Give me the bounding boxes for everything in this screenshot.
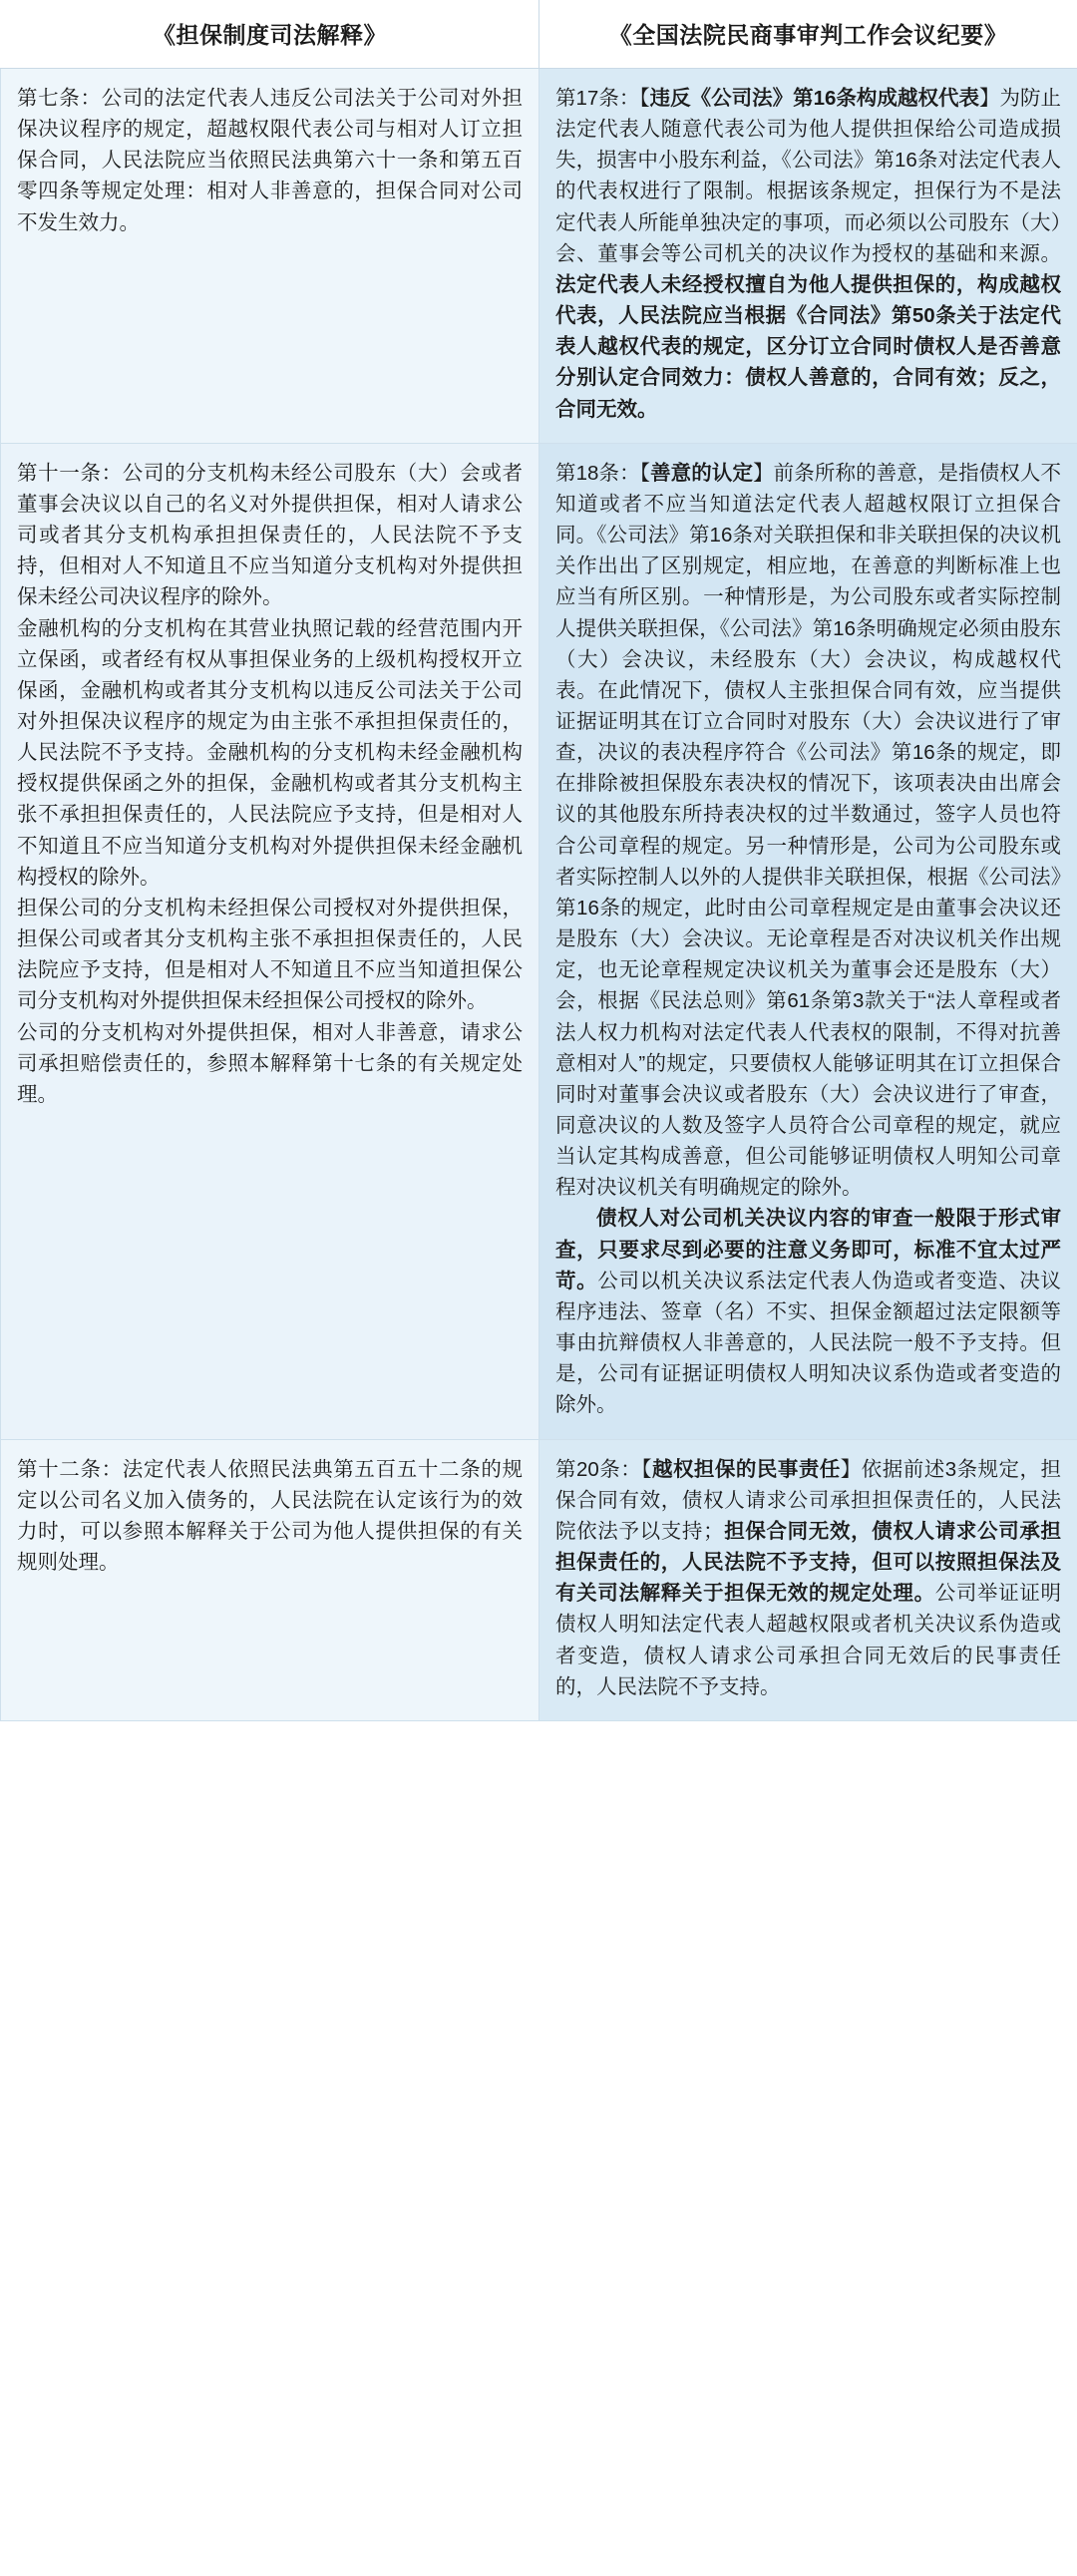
left-cell [1, 69, 539, 444]
body-text: 】为防止法定代表人随意代表公司为他人提供担保给公司造成损失，损害中小股东利益，《公司法》第16条对法定代表人的代表权进行了限制。根据该条规定，担保行为不是法定代表人所能单独决定的事项，而必须以公司股东（大）会、董事会等公司机关的决议作为授权的基础和来源。 [555, 87, 1061, 265]
body-text: 担保公司的分支机构未经担保公司授权对外提供担保，担保公司或者其分支机构主张不承担担保责任的，人民法院应予支持，但是相对人不知道且不应当知道担保公司分支机构对外提供担保未经担保公司授权的除外。 [17, 896, 523, 1013]
body-text: 第七条：公司的法定代表人违反公司法关于公司对外担保决议程序的规定，超越权限代表公司与相对人订立担保合同，人民法院应当依照民法典第六十一条和第五百零四条等规定处理：相对人非善意的，担保合同对公司不发生效力。 [17, 87, 523, 234]
emphasis-text: 善意的认定 [650, 461, 754, 485]
paragraph [17, 458, 523, 613]
paragraph [555, 83, 1061, 425]
left-cell [1, 443, 539, 1439]
emphasis-text: 违反《公司法》第16条构成越权代表 [649, 87, 979, 110]
emphasis-text: 担保合同无效，债权人请求公司承担担保责任的，人民法院不予支持，但可以按照担保法及有关司法解释关于担保无效的规定处理。 [555, 1519, 1062, 1606]
body-text: 第17条：【 [555, 87, 650, 110]
right-cell [539, 443, 1077, 1439]
paragraph [555, 1203, 1061, 1420]
paragraph [17, 613, 523, 893]
body-text: 第十一条：公司的分支机构未经公司股东（大）会或者董事会决议以自己的名义对外提供担保，相对人请求公司或者其分支机构承担担保责任的，人民法院不予支持，但相对人不知道且不应当知道分支机构对外提供担保未经公司决议程序的除外。 [17, 461, 523, 609]
right-cell [539, 1439, 1077, 1720]
table-row [1, 69, 1077, 444]
table-body [1, 69, 1077, 1721]
left-cell [1, 1439, 539, 1720]
body-text: 第十二条：法定代表人依照民法典第五百五十二条的规定以公司名义加入债务的，人民法院在认定该行为的效力时，可以参照本解释关于公司为他人提供担保的有关规则处理。 [17, 1457, 523, 1575]
body-text: 】依据前述3条规定，担保合同有效，债权人请求公司承担担保责任的，人民法院依法予以支持； [555, 1457, 1062, 1543]
paragraph [17, 83, 523, 238]
emphasis-text: 法定代表人未经授权擅自为他人提供担保的，构成越权代表，人民法院应当根据《合同法》第50条关于法定代表人越权代表的规定，区分订立合同时债权人是否善意分别认定合同效力：债权人善意的，合同有效；反之，合同无效。 [555, 272, 1061, 421]
column-header-left: 《担保制度司法解释》 [1, 1, 539, 69]
emphasis-text: 越权担保的民事责任 [651, 1457, 841, 1481]
body-text: 公司举证证明债权人明知法定代表人超越权限或者机关决议系伪造或者变造，债权人请求公司承担合同无效后的民事责任的，人民法院不予支持。 [555, 1582, 1062, 1698]
paragraph [555, 1454, 1061, 1702]
right-cell [539, 69, 1077, 444]
body-text: 第18条：【 [555, 461, 651, 485]
paragraph [17, 1017, 523, 1110]
paragraph [17, 893, 523, 1017]
table-header-row [1, 1, 1077, 69]
paragraph [555, 458, 1061, 1204]
body-text: 公司的分支机构对外提供担保，相对人非善意，请求公司承担赔偿责任的，参照本解释第十七条的有关规定处理。 [17, 1020, 523, 1106]
body-text: 】前条所称的善意，是指债权人不知道或者不应当知道法定代表人超越权限订立担保合同。《公司法》第16条对关联担保和非关联担保的决议机关作出出了区别规定，相应地，在善意的判断标准上也应当有所区别。一种情形是，为公司股东或者实际控制人提供关联担保，《公司法》第16条明确规定必须由股东（大）会决议，未经股东（大）会决议，构成越权代表。在此情况下，债权人主张担保合同有效，应当提供证据证明其在订立合同时对股东（大）会决议进行了审查，决议的表决程序符合《公司法》第16条的规定，即在排除被担保股东表决权的情况下，该项表决由出席会议的其他股东所持表决权的过半数通过，签字人员也符合公司章程的规定。另一种情形是，公司为公司股东或者实际控制人以外的人提供非关联担保，根据《公司法》第16条的规定，此时由公司章程规定是由董事会决议还是股东（大）会决议。无论章程是否对决议机关作出规定，也无论章程规定决议机关为董事会还是股东（大）会，根据《民法总则》第61条第3款关于“法人章程或者法人权力机构对法定代表人代表权的限制，不得对抗善意相对人”的规定，只要债权人能够证明其在订立担保合同时对董事会决议或者股东（大）会决议进行了审查，同意决议的人数及签字人员符合公司章程的规定，就应当认定其构成善意，但公司能够证明债权人明知公司章程对决议机关有明确规定的除外。 [555, 461, 1061, 1200]
body-text: 金融机构的分支机构在其营业执照记载的经营范围内开立保函，或者经有权从事担保业务的上级机构授权开立保函，金融机构或者其分支机构以违反公司法关于公司对外担保决议程序的规定为由主张不承担担保责任的，人民法院不予支持。金融机构的分支机构未经金融机构授权提供保函之外的担保，金融机构或者其分支机构主张不承担担保责任的，人民法院应予支持，但是相对人不知道且不应当知道分支机构对外提供担保未经金融机构授权的除外。 [17, 616, 523, 889]
table-row [1, 1439, 1077, 1720]
body-text: 第20条：【 [555, 1457, 652, 1481]
body-text: 公司以机关决议系法定代表人伪造或者变造、决议程序违法、签章（名）不实、担保金额超过法定限额等事由抗辩债权人非善意的，人民法院一般不予支持。但是，公司有证据证明债权人明知决议系伪造或者变造的除外。 [555, 1269, 1062, 1417]
table-row [1, 443, 1077, 1439]
emphasis-text: 债权人对公司机关决议内容的审查一般限于形式审查，只要求尽到必要的注意义务即可，标准不宜太过严苛。 [555, 1207, 1061, 1292]
column-header-right: 《全国法院民商事审判工作会议纪要》 [539, 1, 1077, 69]
paragraph [17, 1454, 523, 1579]
